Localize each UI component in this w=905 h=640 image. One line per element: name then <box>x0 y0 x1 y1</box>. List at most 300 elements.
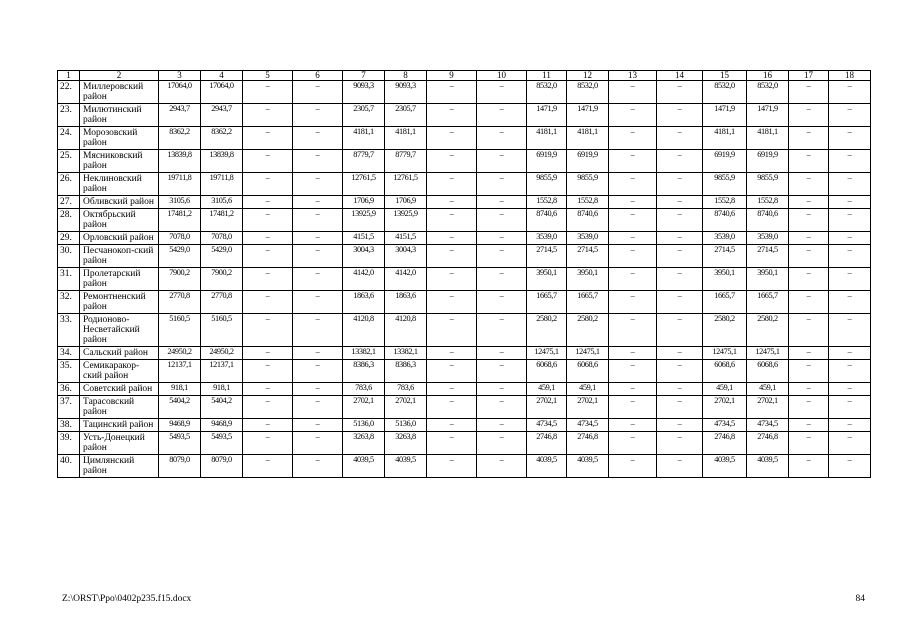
value-cell: 6068,6 <box>527 360 567 383</box>
value-cell: 4120,8 <box>343 314 385 347</box>
value-cell: – <box>243 455 293 478</box>
value-cell: 19711,8 <box>159 173 201 196</box>
district-name: Советский район <box>80 383 159 396</box>
value-cell: – <box>243 347 293 360</box>
value-cell: 13382,1 <box>343 347 385 360</box>
value-cell: – <box>293 419 343 432</box>
value-cell: – <box>657 150 703 173</box>
value-cell: 8740,6 <box>747 209 789 232</box>
district-name: Тацинский район <box>80 419 159 432</box>
file-path: Z:\ORST\Ppo\0402p235.f15.docx <box>62 594 192 604</box>
value-cell: – <box>609 268 657 291</box>
value-cell: 12761,5 <box>343 173 385 196</box>
value-cell: 2702,1 <box>385 396 427 419</box>
district-name: Цимлянский район <box>80 455 159 478</box>
value-cell: – <box>789 150 829 173</box>
district-name: Неклиновский район <box>80 173 159 196</box>
value-cell: – <box>427 196 477 209</box>
value-cell: 24950,2 <box>201 347 243 360</box>
value-cell: – <box>609 455 657 478</box>
value-cell: – <box>609 81 657 104</box>
value-cell: 8779,7 <box>385 150 427 173</box>
value-cell: – <box>609 196 657 209</box>
value-cell: 3105,6 <box>159 196 201 209</box>
value-cell: – <box>789 419 829 432</box>
value-cell: – <box>829 127 871 150</box>
value-cell: – <box>293 347 343 360</box>
value-cell: 3539,0 <box>747 232 789 245</box>
value-cell: 4734,5 <box>747 419 789 432</box>
row-number: 29. <box>58 232 80 245</box>
header-cell: 8 <box>385 71 427 81</box>
header-row <box>58 71 871 81</box>
value-cell: 9468,9 <box>159 419 201 432</box>
district-name: Обливский район <box>80 196 159 209</box>
value-cell: – <box>477 432 527 455</box>
value-cell: – <box>657 396 703 419</box>
row-number: 22. <box>58 81 80 104</box>
value-cell: 2580,2 <box>567 314 609 347</box>
value-cell: 19711,8 <box>201 173 243 196</box>
value-cell: – <box>789 360 829 383</box>
value-cell: 24950,2 <box>159 347 201 360</box>
header-cell: 18 <box>829 71 871 81</box>
header-cell: 4 <box>201 71 243 81</box>
value-cell: – <box>477 347 527 360</box>
value-cell: 8386,3 <box>385 360 427 383</box>
district-name: Усть-Донецкий район <box>80 432 159 455</box>
value-cell: – <box>477 245 527 268</box>
value-cell: – <box>609 396 657 419</box>
value-cell: 2714,5 <box>527 245 567 268</box>
value-cell: 918,1 <box>159 383 201 396</box>
header-cell: 2 <box>80 71 159 81</box>
value-cell: – <box>829 347 871 360</box>
value-cell: – <box>243 419 293 432</box>
value-cell: – <box>427 81 477 104</box>
value-cell: – <box>609 419 657 432</box>
value-cell: – <box>789 245 829 268</box>
value-cell: – <box>243 209 293 232</box>
value-cell: – <box>243 383 293 396</box>
value-cell: – <box>657 196 703 209</box>
value-cell: 17481,2 <box>201 209 243 232</box>
value-cell: – <box>477 291 527 314</box>
district-name: Ремонтненский район <box>80 291 159 314</box>
value-cell: – <box>243 314 293 347</box>
row-number: 37. <box>58 396 80 419</box>
value-cell: 6919,9 <box>747 150 789 173</box>
table-row <box>58 291 871 314</box>
value-cell: 4151,5 <box>343 232 385 245</box>
value-cell: – <box>789 127 829 150</box>
value-cell: – <box>829 396 871 419</box>
header-cell: 1 <box>58 71 80 81</box>
table-row <box>58 432 871 455</box>
value-cell: 3950,1 <box>703 268 747 291</box>
data-table <box>57 70 871 478</box>
value-cell: 8532,0 <box>527 81 567 104</box>
value-cell: – <box>789 81 829 104</box>
value-cell: – <box>427 268 477 291</box>
district-name: Песчанокоп-ский район <box>80 245 159 268</box>
value-cell: 12137,1 <box>201 360 243 383</box>
value-cell: – <box>293 232 343 245</box>
value-cell: 8779,7 <box>343 150 385 173</box>
district-name: Родионово-Несветайский район <box>80 314 159 347</box>
value-cell: 1706,9 <box>385 196 427 209</box>
value-cell: 4120,8 <box>385 314 427 347</box>
header-cell: 13 <box>609 71 657 81</box>
value-cell: 13839,8 <box>201 150 243 173</box>
value-cell: – <box>477 173 527 196</box>
value-cell: – <box>427 291 477 314</box>
value-cell: – <box>789 455 829 478</box>
value-cell: – <box>243 104 293 127</box>
value-cell: – <box>657 347 703 360</box>
value-cell: – <box>829 209 871 232</box>
value-cell: – <box>427 127 477 150</box>
value-cell: 3004,3 <box>343 245 385 268</box>
value-cell: – <box>243 432 293 455</box>
value-cell: – <box>477 104 527 127</box>
value-cell: 2770,8 <box>159 291 201 314</box>
value-cell: 1863,6 <box>343 291 385 314</box>
value-cell: – <box>243 396 293 419</box>
value-cell: 4734,5 <box>567 419 609 432</box>
value-cell: – <box>293 196 343 209</box>
value-cell: 4181,1 <box>527 127 567 150</box>
value-cell: – <box>829 383 871 396</box>
value-cell: 1552,8 <box>527 196 567 209</box>
value-cell: – <box>293 209 343 232</box>
table-row <box>58 196 871 209</box>
district-name: Семикаракор-ский район <box>80 360 159 383</box>
value-cell: 9093,3 <box>343 81 385 104</box>
value-cell: 2714,5 <box>703 245 747 268</box>
value-cell: – <box>427 383 477 396</box>
value-cell: 918,1 <box>201 383 243 396</box>
value-cell: 2702,1 <box>703 396 747 419</box>
value-cell: – <box>657 173 703 196</box>
table-row <box>58 209 871 232</box>
value-cell: – <box>427 173 477 196</box>
row-number: 25. <box>58 150 80 173</box>
value-cell: – <box>243 127 293 150</box>
value-cell: – <box>829 196 871 209</box>
value-cell: – <box>657 268 703 291</box>
value-cell: 2770,8 <box>201 291 243 314</box>
value-cell: 1552,8 <box>567 196 609 209</box>
value-cell: 5160,5 <box>159 314 201 347</box>
value-cell: – <box>293 268 343 291</box>
value-cell: – <box>293 173 343 196</box>
row-number: 34. <box>58 347 80 360</box>
row-number: 23. <box>58 104 80 127</box>
value-cell: 5404,2 <box>201 396 243 419</box>
value-cell: – <box>829 314 871 347</box>
value-cell: 8079,0 <box>201 455 243 478</box>
value-cell: 4039,5 <box>385 455 427 478</box>
value-cell: 2746,8 <box>703 432 747 455</box>
value-cell: 2702,1 <box>747 396 789 419</box>
value-cell: 2580,2 <box>527 314 567 347</box>
value-cell: 2943,7 <box>159 104 201 127</box>
row-number: 40. <box>58 455 80 478</box>
value-cell: – <box>427 455 477 478</box>
header-cell: 9 <box>427 71 477 81</box>
value-cell: 1665,7 <box>703 291 747 314</box>
page-number: 84 <box>855 594 865 604</box>
header-cell: 14 <box>657 71 703 81</box>
value-cell: 783,6 <box>385 383 427 396</box>
value-cell: – <box>293 291 343 314</box>
value-cell: – <box>243 173 293 196</box>
header-cell: 10 <box>477 71 527 81</box>
value-cell: – <box>789 209 829 232</box>
value-cell: – <box>477 81 527 104</box>
header-cell: 6 <box>293 71 343 81</box>
value-cell: 3950,1 <box>747 268 789 291</box>
value-cell: – <box>789 347 829 360</box>
header-cell: 16 <box>747 71 789 81</box>
value-cell: 2714,5 <box>747 245 789 268</box>
value-cell: – <box>427 347 477 360</box>
value-cell: – <box>477 209 527 232</box>
value-cell: 12475,1 <box>703 347 747 360</box>
value-cell: 4734,5 <box>527 419 567 432</box>
value-cell: – <box>609 347 657 360</box>
value-cell: – <box>829 150 871 173</box>
value-cell: – <box>427 209 477 232</box>
value-cell: 8532,0 <box>567 81 609 104</box>
value-cell: – <box>829 432 871 455</box>
district-name: Тарасовский район <box>80 396 159 419</box>
district-name: Сальский район <box>80 347 159 360</box>
value-cell: – <box>609 314 657 347</box>
value-cell: 4039,5 <box>527 455 567 478</box>
value-cell: – <box>427 396 477 419</box>
value-cell: – <box>829 232 871 245</box>
value-cell: 2702,1 <box>567 396 609 419</box>
value-cell: – <box>789 314 829 347</box>
row-number: 36. <box>58 383 80 396</box>
value-cell: 2580,2 <box>703 314 747 347</box>
value-cell: – <box>477 127 527 150</box>
table-row <box>58 383 871 396</box>
value-cell: – <box>657 81 703 104</box>
value-cell: – <box>243 232 293 245</box>
row-number: 33. <box>58 314 80 347</box>
value-cell: – <box>293 127 343 150</box>
row-number: 32. <box>58 291 80 314</box>
value-cell: – <box>657 232 703 245</box>
value-cell: – <box>829 173 871 196</box>
value-cell: 6919,9 <box>703 150 747 173</box>
value-cell: – <box>427 432 477 455</box>
value-cell: – <box>829 104 871 127</box>
row-number: 35. <box>58 360 80 383</box>
table-row <box>58 360 871 383</box>
value-cell: – <box>789 383 829 396</box>
value-cell: 4181,1 <box>343 127 385 150</box>
value-cell: – <box>609 232 657 245</box>
value-cell: 12475,1 <box>527 347 567 360</box>
value-cell: 9468,9 <box>201 419 243 432</box>
value-cell: 3263,8 <box>343 432 385 455</box>
value-cell: 1471,9 <box>567 104 609 127</box>
value-cell: – <box>293 245 343 268</box>
value-cell: – <box>609 209 657 232</box>
value-cell: 3539,0 <box>703 232 747 245</box>
value-cell: 8740,6 <box>567 209 609 232</box>
value-cell: 4734,5 <box>703 419 747 432</box>
value-cell: 2580,2 <box>747 314 789 347</box>
value-cell: – <box>427 314 477 347</box>
value-cell: 2943,7 <box>201 104 243 127</box>
district-name: Пролетарский район <box>80 268 159 291</box>
value-cell: – <box>293 81 343 104</box>
value-cell: – <box>789 196 829 209</box>
row-number: 28. <box>58 209 80 232</box>
value-cell: 1552,8 <box>703 196 747 209</box>
value-cell: 1665,7 <box>567 291 609 314</box>
value-cell: – <box>657 455 703 478</box>
value-cell: 8532,0 <box>747 81 789 104</box>
value-cell: – <box>427 245 477 268</box>
row-number: 38. <box>58 419 80 432</box>
value-cell: – <box>243 245 293 268</box>
value-cell: – <box>427 360 477 383</box>
value-cell: 13925,9 <box>343 209 385 232</box>
table-row <box>58 268 871 291</box>
table-row <box>58 173 871 196</box>
value-cell: – <box>293 455 343 478</box>
value-cell: – <box>609 383 657 396</box>
value-cell: – <box>789 396 829 419</box>
value-cell: 5493,5 <box>201 432 243 455</box>
value-cell: 12475,1 <box>567 347 609 360</box>
header-cell: 7 <box>343 71 385 81</box>
row-number: 26. <box>58 173 80 196</box>
value-cell: 12761,5 <box>385 173 427 196</box>
header-cell: 3 <box>159 71 201 81</box>
value-cell: – <box>427 419 477 432</box>
value-cell: 3105,6 <box>201 196 243 209</box>
value-cell: 2702,1 <box>343 396 385 419</box>
table-row <box>58 245 871 268</box>
value-cell: 2305,7 <box>385 104 427 127</box>
value-cell: 4181,1 <box>385 127 427 150</box>
value-cell: – <box>243 196 293 209</box>
table-row <box>58 81 871 104</box>
value-cell: 4039,5 <box>567 455 609 478</box>
value-cell: 4142,0 <box>385 268 427 291</box>
value-cell: 8740,6 <box>527 209 567 232</box>
value-cell: – <box>427 104 477 127</box>
value-cell: 4039,5 <box>747 455 789 478</box>
header-cell: 11 <box>527 71 567 81</box>
table-row <box>58 347 871 360</box>
value-cell: – <box>243 150 293 173</box>
value-cell: – <box>609 291 657 314</box>
value-cell: 17064,0 <box>201 81 243 104</box>
value-cell: 5429,0 <box>201 245 243 268</box>
value-cell: 5160,5 <box>201 314 243 347</box>
value-cell: 12475,1 <box>747 347 789 360</box>
table-row <box>58 127 871 150</box>
value-cell: – <box>657 383 703 396</box>
value-cell: 5136,0 <box>385 419 427 432</box>
value-cell: 7078,0 <box>201 232 243 245</box>
value-cell: – <box>293 396 343 419</box>
value-cell: 4039,5 <box>343 455 385 478</box>
header-cell: 5 <box>243 71 293 81</box>
table-row <box>58 396 871 419</box>
value-cell: 8362,2 <box>201 127 243 150</box>
value-cell: – <box>789 432 829 455</box>
value-cell: 3263,8 <box>385 432 427 455</box>
value-cell: – <box>477 383 527 396</box>
value-cell: – <box>609 173 657 196</box>
value-cell: – <box>789 232 829 245</box>
value-cell: 4181,1 <box>567 127 609 150</box>
value-cell: 8740,6 <box>703 209 747 232</box>
value-cell: – <box>477 150 527 173</box>
value-cell: 9855,9 <box>747 173 789 196</box>
value-cell: 8079,0 <box>159 455 201 478</box>
value-cell: 5136,0 <box>343 419 385 432</box>
value-cell: – <box>477 455 527 478</box>
value-cell: – <box>829 268 871 291</box>
value-cell: 783,6 <box>343 383 385 396</box>
value-cell: 6919,9 <box>527 150 567 173</box>
value-cell: – <box>789 268 829 291</box>
header-cell: 17 <box>789 71 829 81</box>
value-cell: – <box>657 314 703 347</box>
value-cell: – <box>609 127 657 150</box>
value-cell: 2746,8 <box>567 432 609 455</box>
value-cell: 17481,2 <box>159 209 201 232</box>
value-cell: 9855,9 <box>527 173 567 196</box>
value-cell: 4151,5 <box>385 232 427 245</box>
value-cell: – <box>293 432 343 455</box>
value-cell: 9093,3 <box>385 81 427 104</box>
value-cell: 7900,2 <box>159 268 201 291</box>
value-cell: 9855,9 <box>703 173 747 196</box>
value-cell: – <box>477 268 527 291</box>
value-cell: 6068,6 <box>567 360 609 383</box>
value-cell: – <box>789 173 829 196</box>
value-cell: 4142,0 <box>343 268 385 291</box>
value-cell: – <box>293 383 343 396</box>
value-cell: 12137,1 <box>159 360 201 383</box>
value-cell: 3950,1 <box>567 268 609 291</box>
value-cell: – <box>477 360 527 383</box>
district-name: Морозовский район <box>80 127 159 150</box>
value-cell: 4039,5 <box>703 455 747 478</box>
value-cell: 8386,3 <box>343 360 385 383</box>
value-cell: – <box>427 150 477 173</box>
value-cell: 5429,0 <box>159 245 201 268</box>
row-number: 39. <box>58 432 80 455</box>
district-name: Мясниковский район <box>80 150 159 173</box>
value-cell: 2714,5 <box>567 245 609 268</box>
value-cell: – <box>477 419 527 432</box>
table-row <box>58 419 871 432</box>
value-cell: 1471,9 <box>527 104 567 127</box>
value-cell: – <box>657 432 703 455</box>
